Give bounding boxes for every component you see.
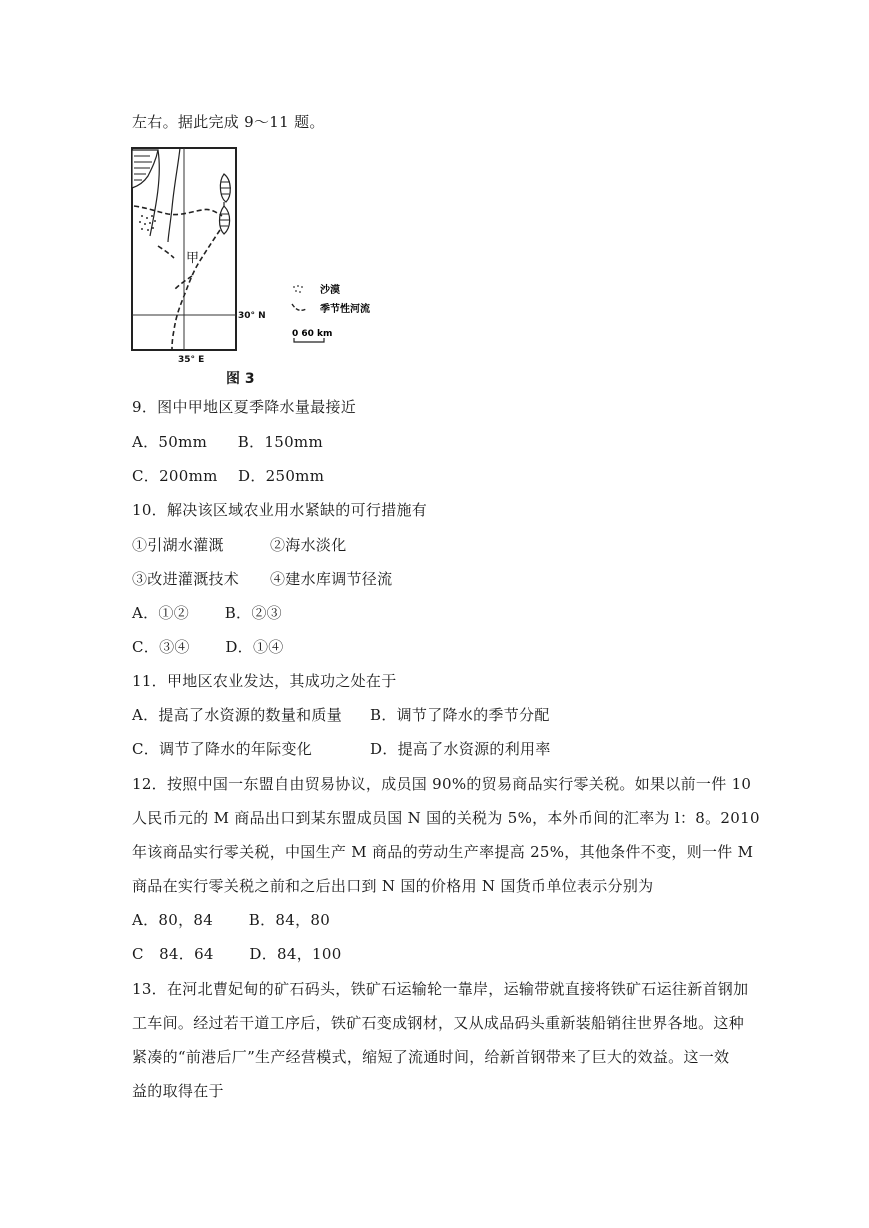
q9-options-row2: C．200mm D．250mm [132,467,325,485]
q13-line1: 13．在河北曹妃甸的矿石码头，铁矿石运输轮一靠岸，运输带就直接将铁矿石运往新首钢加 [132,980,749,998]
q10-stem: 10．解决该区域农业用水紧缺的可行措施有 [132,501,428,519]
legend-river-label: 季节性河流 [320,304,370,315]
label-jia: 甲 [186,251,200,266]
q12-line3: 年该商品实行零关税，中国生产 M 商品的劳动生产率提高 25%，其他条件不变，则一件 M [132,843,754,861]
figure-caption: 图 3 [226,371,255,387]
q11-stem: 11．甲地区农业发达，其成功之处在于 [132,672,397,690]
q12-line4: 商品在实行零关税之前和之后出口到 N 国的价格用 N 国货币单位表示分别为 [132,877,654,895]
q10-options-row1: A．①② B．②③ [132,604,282,622]
q12-options-row2: C 84．64 D．84，100 [132,945,342,963]
map-figure [128,146,398,386]
q13-line3: 紧凑的“前港后厂”生产经营模式，缩短了流通时间，给新首钢带来了巨大的效益。这一效 [132,1048,730,1066]
q10-choice-3: ③改进灌溉技术 [132,570,240,588]
q12-line2: 人民币元的 M 商品出口到某东盟成员国 N 国的关税为 5%，本外币间的汇率为 l：8。2010 [132,809,760,827]
q13-line4: 益的取得在于 [132,1082,224,1100]
q10-choice-2: ②海水淡化 [270,536,347,554]
boundary-line [168,148,180,242]
latitude-label: 30° N [238,311,266,321]
longitude-label: 35° E [178,355,205,365]
q10-choice-1: ①引湖水灌溉 [132,536,224,554]
legend-desert-label: 沙漠 [320,285,340,296]
q9-stem: 9．图中甲地区夏季降水量最接近 [132,398,357,416]
q9-options-row1: A．50mm B．150mm [132,433,323,451]
q13-line2: 工车间。经过若干道工序后，铁矿石变成钢材，又从成品码头重新装船销往世界各地。这种 [132,1014,745,1032]
legend-desert-icon [293,285,303,293]
q12-line1: 12．按照中国一东盟自由贸易协议，成员国 90%的贸易商品实行零关税。如果以前一件 10 [132,775,752,793]
q11-option-a: A．提高了水资源的数量和质量 [132,706,343,724]
intro-line: 左右。据此完成 9～11 题。 [132,113,325,131]
map-graphic [128,146,398,386]
q10-options-row2: C．③④ D．①④ [132,638,284,656]
q10-choice-4: ④建水库调节径流 [270,570,393,588]
q12-options-row1: A．80，84 B．84，80 [132,911,331,929]
legend-river-icon [292,304,306,310]
seasonal-rivers [134,206,222,350]
q11-option-b: B．调节了降水的季节分配 [370,706,550,724]
q11-option-d: D．提高了水资源的利用率 [370,740,551,758]
scale-label: 0 60 km [292,329,333,339]
q11-option-c: C．调节了降水的年际变化 [132,740,313,758]
